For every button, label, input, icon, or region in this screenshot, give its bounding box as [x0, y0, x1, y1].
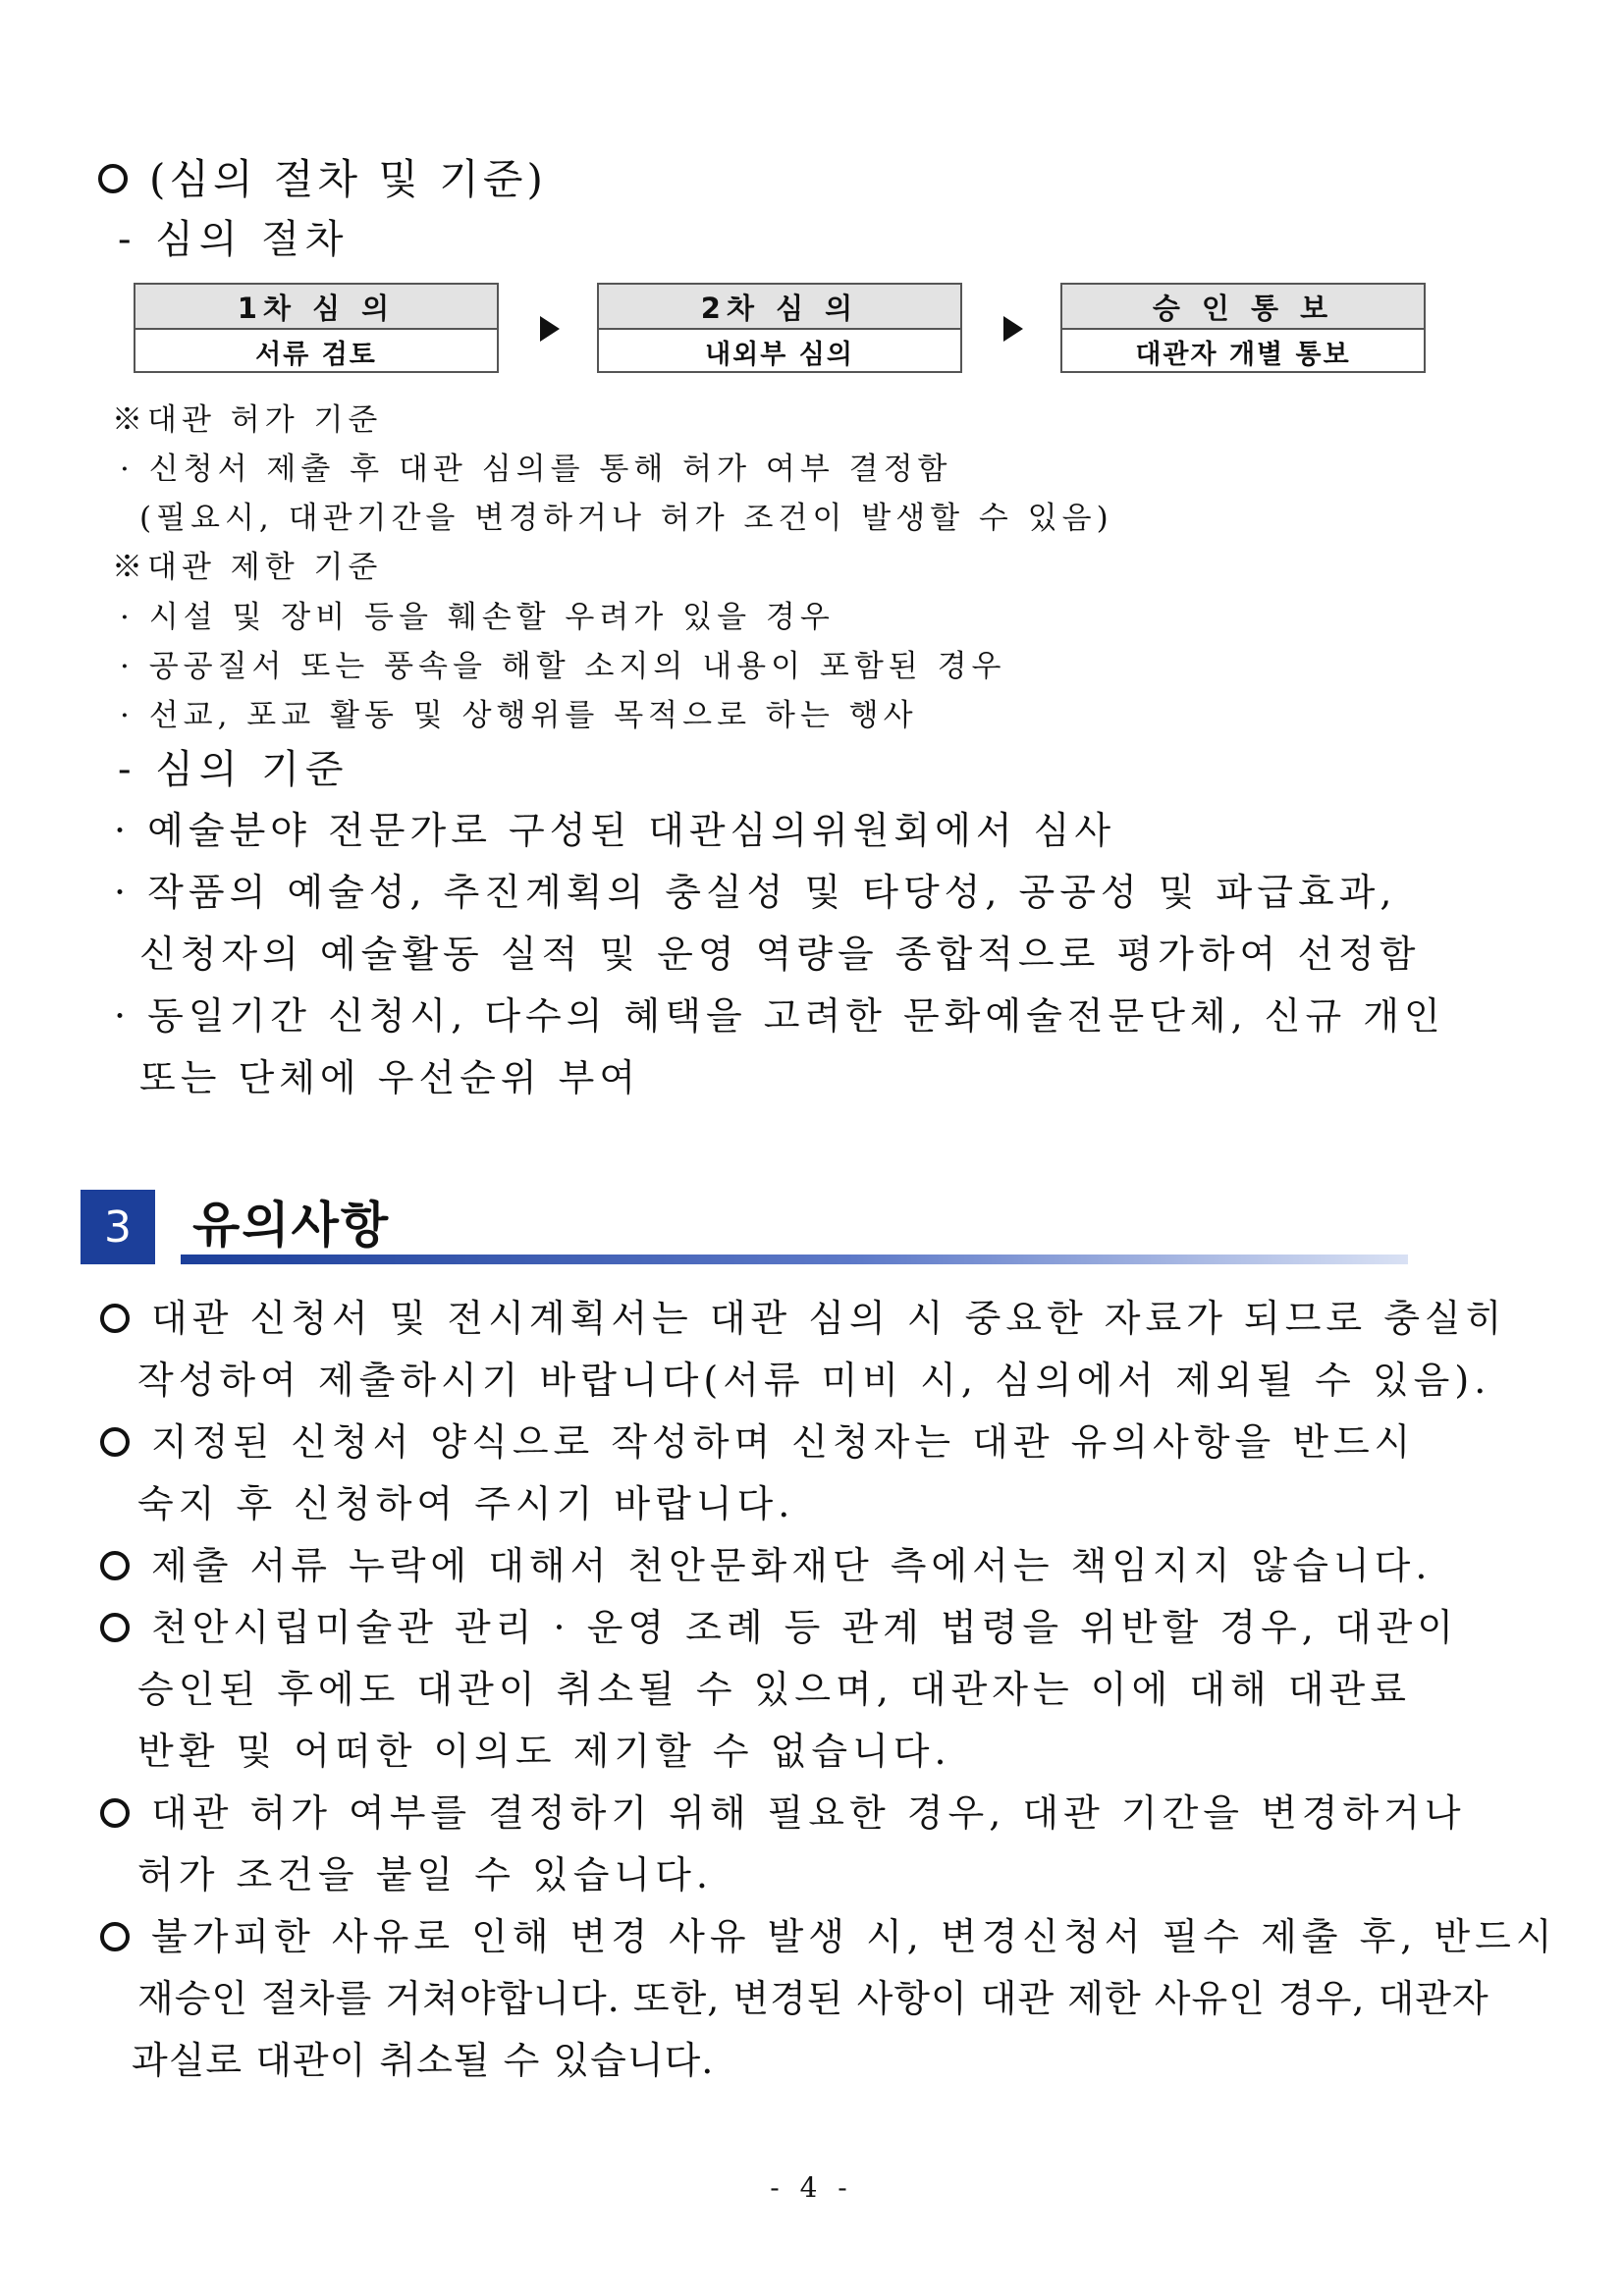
- circle-bullet-icon: [100, 1551, 130, 1580]
- circle-bullet-icon: [100, 1613, 130, 1642]
- flow-step-1: [134, 283, 499, 373]
- circle-bullet-icon: [100, 1427, 130, 1457]
- circle-bullet-icon: [100, 1304, 130, 1333]
- flow-step-3-title: 승 인 통 보: [1062, 285, 1424, 330]
- note-line: 반환 및 어떠한 이의도 제기할 수 없습니다.: [137, 1730, 951, 1773]
- note-line: 재승인 절차를 거쳐야합니다. 또한, 변경된 사항이 대관 제한 사유인 경우, 대관자: [137, 1977, 1489, 2020]
- flow-step-2-desc: 내외부 심의: [705, 339, 854, 370]
- criteria-item: 신청자의 예술활동 실적 및 운영 역량을 종합적으로 평가하여 선정함: [139, 933, 1421, 976]
- flow-step-3: [1060, 283, 1426, 373]
- restrict-item: · 시설 및 장비 등을 훼손할 우려가 있을 경우: [120, 600, 835, 635]
- flow-step-1-title: 1차 심 의: [135, 285, 497, 330]
- restrict-title: ※대관 제한 기준: [112, 550, 383, 585]
- section-number-badge: 3: [81, 1190, 155, 1264]
- arrow-right-icon: [1003, 316, 1023, 342]
- note-item: 대관 허가 여부를 결정하기 위해 필요한 경우, 대관 기간을 변경하거나: [100, 1783, 1466, 1837]
- criteria-item: 또는 단체에 우선순위 부여: [139, 1056, 641, 1099]
- circle-bullet-icon: [98, 164, 128, 193]
- criteria-item: · 작품의 예술성, 추진계획의 충실성 및 타당성, 공공성 및 파급효과,: [114, 871, 1397, 914]
- section-heading: (심의 절차 및 기준): [98, 147, 547, 206]
- note-line: 숙지 후 신청하여 주시기 바랍니다.: [137, 1482, 795, 1525]
- note-line: 승인된 후에도 대관이 취소될 수 있으며, 대관자는 이에 대해 대관료: [137, 1668, 1411, 1711]
- sub-heading-criteria: - 심의 기준: [118, 747, 350, 792]
- sub-heading-procedure: - 심의 절차: [118, 217, 350, 262]
- flow-step-1-desc: 서류 검토: [255, 339, 377, 370]
- circle-bullet-icon: [100, 1922, 130, 1951]
- note-item: 불가피한 사유로 인해 변경 사유 발생 시, 변경신청서 필수 제출 후, 반드시: [100, 1906, 1557, 1960]
- arrow-right-icon: [540, 316, 560, 342]
- note-line: 허가 조건을 붙일 수 있습니다.: [137, 1853, 713, 1896]
- note-item: 천안시립미술관 관리 · 운영 조례 등 관계 법령을 위반할 경우, 대관이: [100, 1597, 1458, 1651]
- flow-step-2: [597, 283, 962, 373]
- note-item: 대관 신청서 및 전시계획서는 대관 심의 시 중요한 자료가 되므로 충실히: [100, 1288, 1506, 1342]
- circle-bullet-icon: [100, 1798, 130, 1828]
- section-underline: [181, 1255, 1408, 1264]
- note-line: 과실로 대관이 취소될 수 있습니다.: [132, 2039, 715, 2082]
- permit-line: · 신청서 제출 후 대관 심의를 통해 허가 여부 결정함: [120, 452, 952, 487]
- flow-step-2-title: 2차 심 의: [599, 285, 960, 330]
- restrict-item: · 선교, 포교 활동 및 상행위를 목적으로 하는 행사: [120, 698, 918, 733]
- page-number: - 4 -: [770, 2171, 853, 2204]
- note-line: 작성하여 제출하시기 바랍니다(서류 미비 시, 심의에서 제외될 수 있음).: [137, 1359, 1491, 1402]
- note-item: 지정된 신청서 양식으로 작성하며 신청자는 대관 유의사항을 반드시: [100, 1412, 1415, 1466]
- permit-line: (필요시, 대관기간을 변경하거나 허가 조건이 발생할 수 있음): [139, 501, 1113, 536]
- criteria-item: · 예술분야 전문가로 구성된 대관심의위원회에서 심사: [114, 809, 1116, 852]
- restrict-item: · 공공질서 또는 풍속을 해할 소지의 내용이 포함된 경우: [120, 649, 1006, 684]
- criteria-item: · 동일기간 신청시, 다수의 혜택을 고려한 문화예술전문단체, 신규 개인: [114, 994, 1445, 1038]
- section-title: 유의사항: [192, 1197, 391, 1254]
- permit-title: ※대관 허가 기준: [112, 402, 383, 438]
- note-item: 제출 서류 누락에 대해서 천안문화재단 측에서는 책임지지 않습니다.: [100, 1535, 1432, 1589]
- flow-step-3-desc: 대관자 개별 통보: [1135, 339, 1351, 370]
